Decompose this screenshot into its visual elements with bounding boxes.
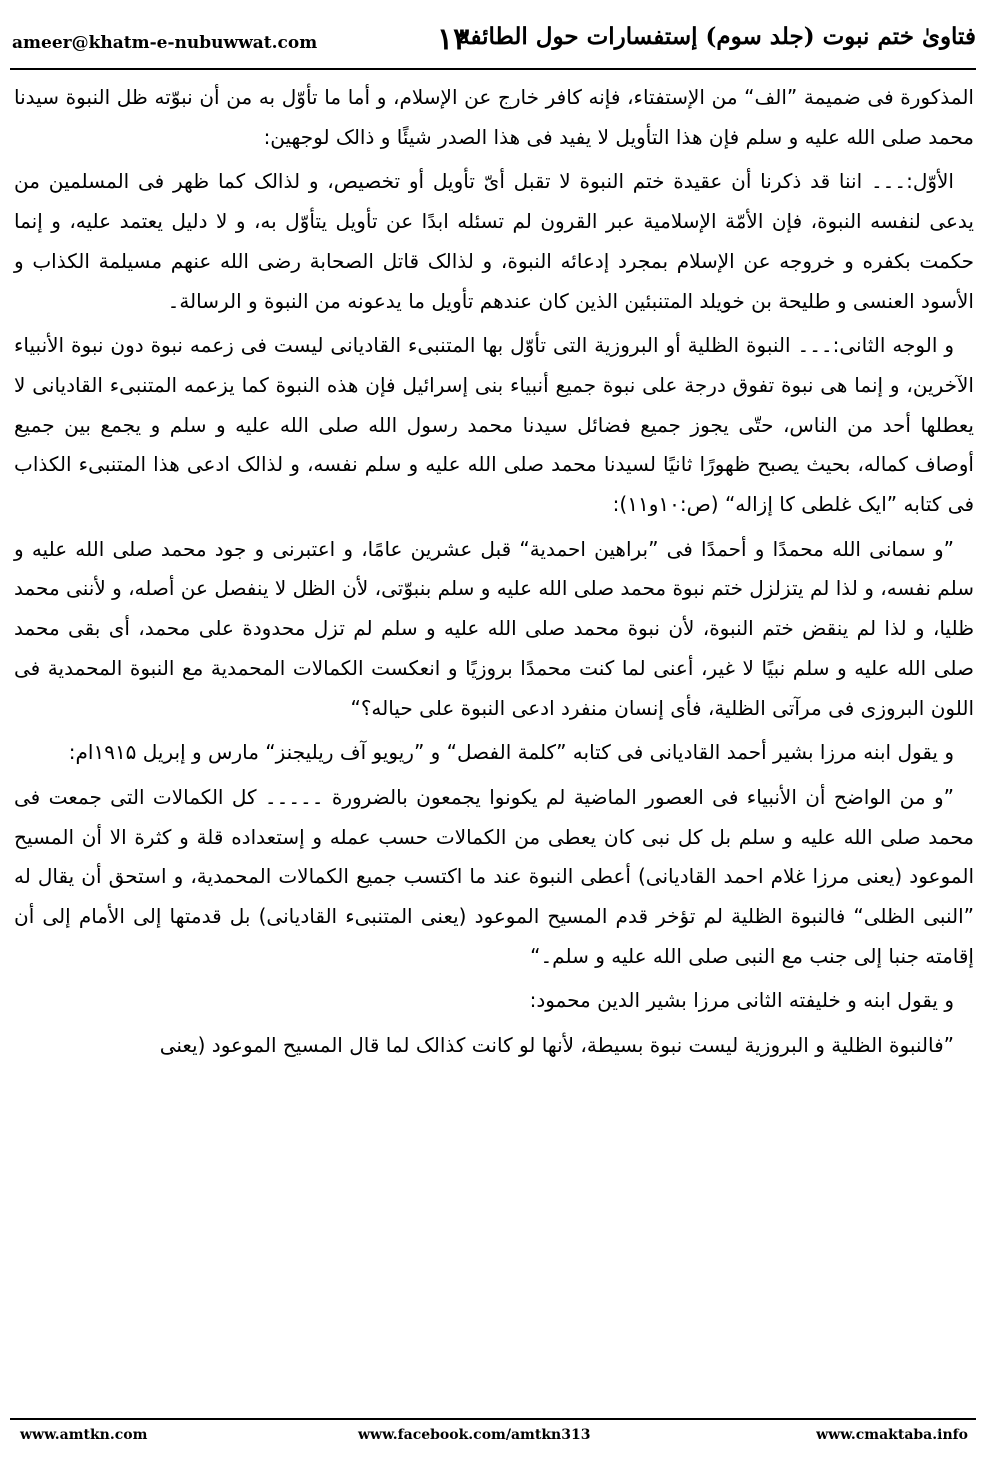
header-email: ameer@khatm-e-nubuwwat.com: [12, 33, 318, 53]
paragraph-4: و یقول ابنه مرزا بشیر أحمد القادیانی فی کتابه ”کلمة الفصل“ و ”ریویو آف ریلیجنز“ مارس و إبریل ۱۹۱۵ام:: [68, 740, 954, 765]
page-footer: [20, 1425, 968, 1449]
page-header: [12, 22, 976, 62]
paragraph-2: الأوّل:۔۔۔ اننا قد ذکرنا أن عقیدة ختم النبوة لا تقبل أیّ تأویل أو تخصیص، و لذالک کما ظهر فی المسلمین من یدعی لنفسه النبوة، فإن الأمّة الإسلامیة عبر القرون لم تسئله ابدًا عن تأویل یتأوّل به، و لا دلیل یعتمد علیه، و إنما حکمت بکفره و خروجه عن الإسلام بمجرد إدعائه النبوة، و لذالک قاتل الصحابة رضی الله عنهم مسیلمة الکذاب و الأسود العنسی و طلیحة بن خویلد المتنبئین الذین کان عندهم تأویل ما یدعونه من النبوة و الرسالة۔: [14, 169, 974, 313]
paragraph-3: و الوجه الثانی:۔۔۔ النبوة الظلیة أو البروزیة التی تأوّل بها المتنبیء القادیانی لیست فی زعمه نبوة دون نبوة الأنبیاء الآخرین، و إنما هی نبوة تفوق درجة علی نبوة جمیع أنبیاء بنی إسرائیل فإن هذه النبوة کما یزعمه المتنبیء القادیانی لا یعطلها أحد من الناس، حتّی یجوز جمیع فضائل سیدنا محمد رسول الله صلی الله علیه و سلم و یجمع بین جمیع أوصاف کماله، بحیث یصبح ظهورًا ثانیًا لسیدنا محمد صلی الله علیه و سلم نفسه، و لذالک ادعی هذا المتنبیء الکذاب فی کتابه ”ایک غلطی کا إزاله“ (ص:۱۰و۱۱):: [14, 333, 974, 517]
paragraph-1: المذکورة فی ضمیمة ”الف“ من الإستفتاء، فإنه کافر خارج عن الإسلام، و أما ما تأوّل به من أن نبوّته ظل النبوة سیدنا محمد صلی الله علیه و سلم فإن هذا التأویل لا یفید فی هذا الصدر شیئًا و ذالک لوجهین:: [14, 85, 974, 149]
footer-link-amtkn[interactable]: www.amtkn.com: [20, 1427, 148, 1443]
header-page-number: ۱۳: [437, 22, 470, 57]
footer-link-facebook[interactable]: www.facebook.com/amtkn313: [358, 1427, 591, 1443]
footer-divider: [10, 1418, 976, 1420]
quote-paragraph-2: ”و من الواضح أن الأنبیاء فی العصور الماضیة لم یکونوا یجمعون بالضرورة ۔۔۔۔۔ کل الکمالات التی جمعت فی محمد صلی الله علیه و سلم بل کل نبی کان یعطی من الکمالات حسب عمله و إستعداده قلة و کثرة الا أن المسیح الموعود (یعنی مرزا غلام احمد القادیانی) أعطی النبوة عند ما اکتسب جمیع الکمالات المحمدیة، و استحق أن یقال له ”النبی الظلی“ فالنبوة الظلیة لم تؤخر قدم المسیح الموعود (یعنی المتنبیء القادیانی) بل قدمتها إلی الأمام إلی أن إقامته جنبا إلی جنب مع النبی صلی الله علیه و سلم۔“: [14, 784, 974, 968]
header-title: فتاویٰ ختم نبوت (جلد سوم) إستفسارات حول الطائفة: [458, 23, 976, 50]
document-body: [14, 78, 974, 1408]
header-divider: [10, 68, 976, 70]
paragraph-5: و یقول ابنه و خلیفته الثانی مرزا بشیر الدین محمود:: [529, 988, 954, 1013]
footer-link-cmaktaba[interactable]: www.cmaktaba.info: [816, 1427, 968, 1443]
quote-paragraph-3: ”فالنبوة الظلیة و البروزیة لیست نبوة بسیطة، لأنها لو کانت کذالک لما قال المسیح الموعود (یعنی: [159, 1033, 954, 1058]
quote-paragraph-1: ”و سمانی الله محمدًا و أحمدًا فی ”براهین احمدیة“ قبل عشرین عامًا، و اعتبرنی و جود محمد صلی الله علیه و سلم نفسه، و لذا لم یتزلزل ختم نبوة محمد صلی الله علیه و سلم بنبوّتی، لأن الظل لا ینفصل عن أصله، و لأننی محمد ظلیا، و لذا لم ینقض ختم النبوة، لأن نبوة محمد صلی الله علیه و سلم لم تزل محدودة علی محمد، أی بقی محمد صلی الله علیه و سلم نبیًا لا غیر، أعنی لما کنت محمدًا بروزیًا و انعکست الکمالات المحمدیة مع النبوة المحمدیة فی اللون البروزی فی مرآتی الظلیة، فأی إنسان منفرد ادعی النبوة علی حیاله؟“: [14, 536, 974, 720]
